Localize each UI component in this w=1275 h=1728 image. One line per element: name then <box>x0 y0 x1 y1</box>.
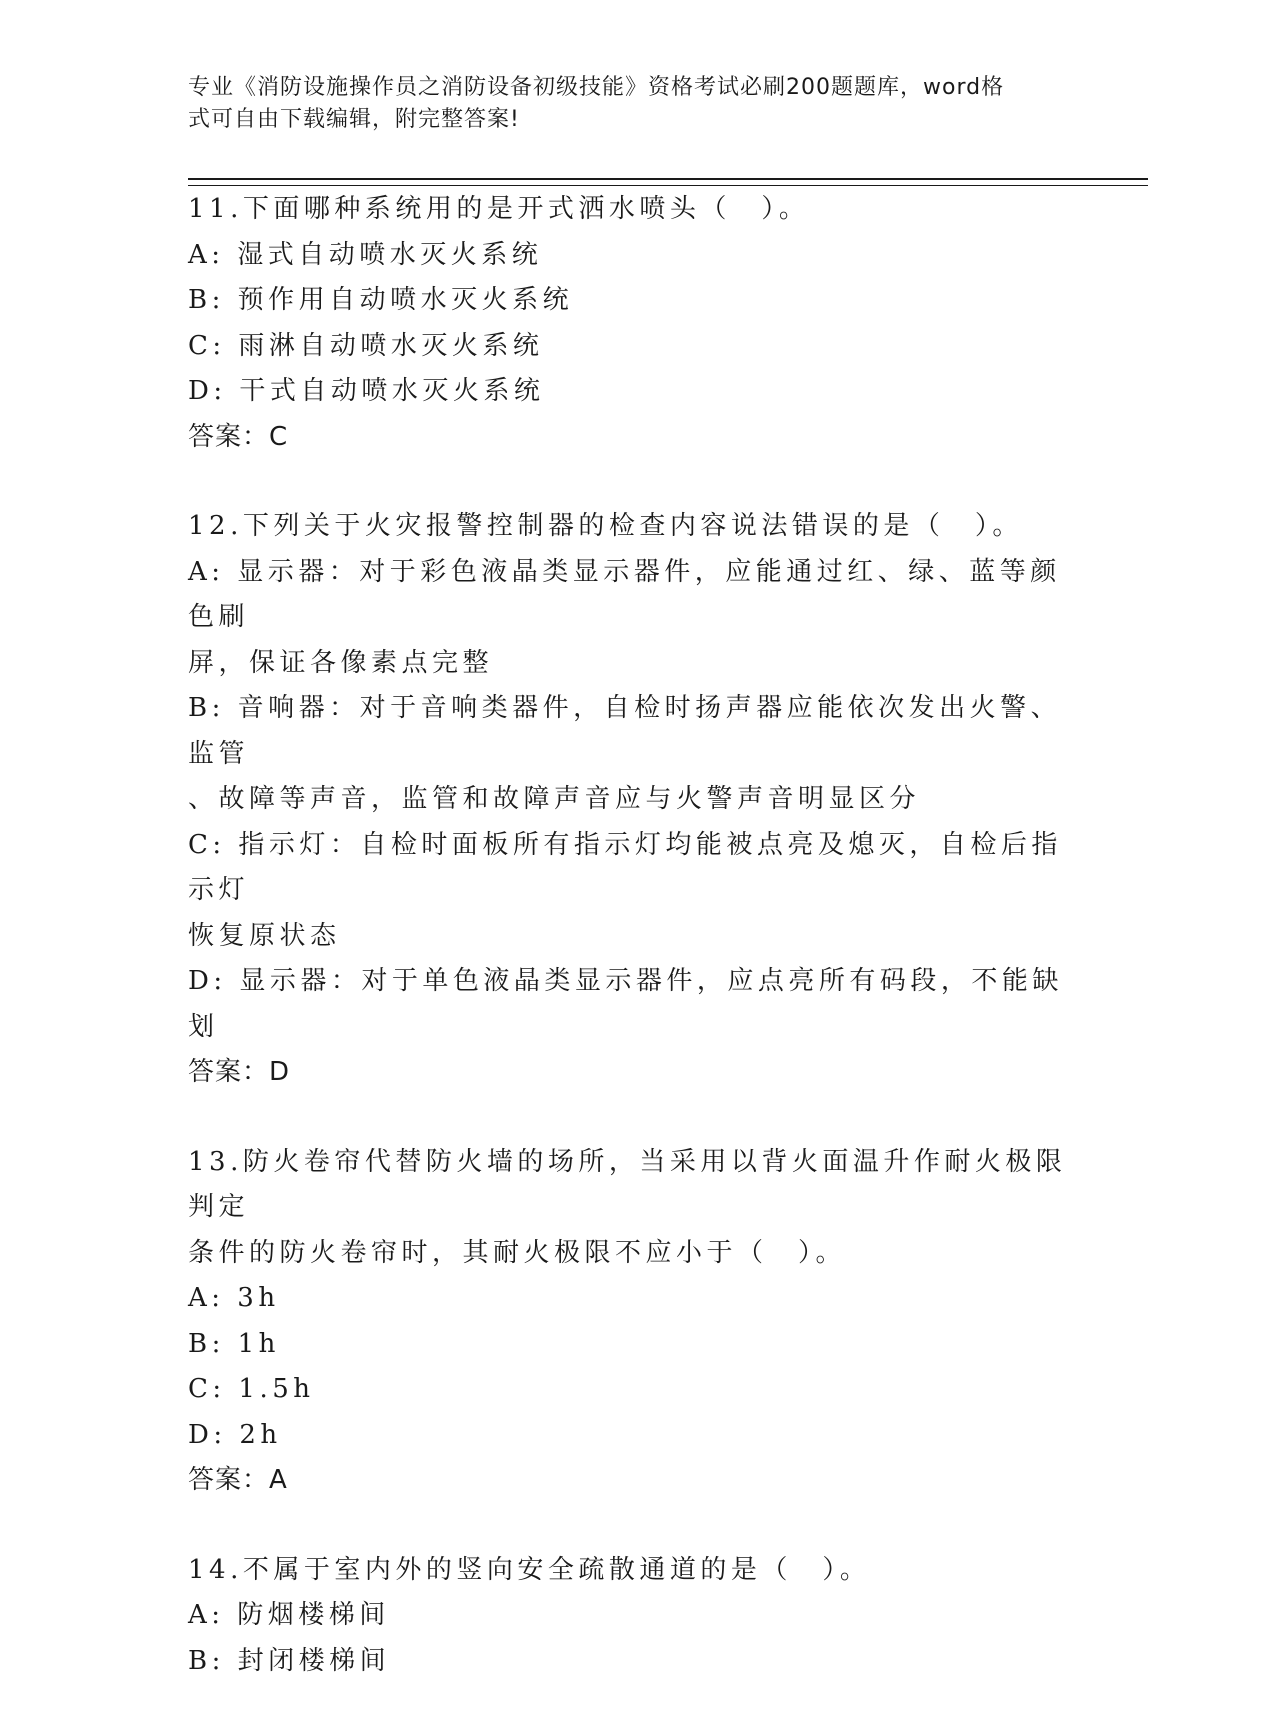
option-a-continued: 屏，保证各像素点完整 <box>188 647 494 678</box>
option-b: B: 预作用自动喷水灭火系统 <box>188 285 574 315</box>
question-14 <box>188 1548 1078 1685</box>
option-d: D: 2h <box>188 1419 282 1450</box>
question-list <box>188 187 1078 1728</box>
option-b: B: 音响器：对于音响类器件，自检时扬声器应能依次发出火警、监管 <box>188 693 1062 769</box>
question-stem: 12.下列关于火灾报警控制器的检查内容说法错误的是（ ）。 <box>188 511 1023 541</box>
header-divider <box>188 178 1148 186</box>
question-stem: 11.下面哪种系统用的是开式洒水喷头（ ）。 <box>188 194 810 224</box>
option-d: D: 干式自动喷水灭火系统 <box>188 376 545 406</box>
header-line-2: 式可自由下载编辑，附完整答案! <box>188 107 520 132</box>
answer-line: 答案：D <box>188 1057 291 1087</box>
option-a: A: 3h <box>188 1283 280 1313</box>
option-c: C: 雨淋自动喷水灭火系统 <box>188 330 544 361</box>
option-c-continued: 恢复原状态 <box>188 920 341 951</box>
question-13 <box>188 1140 1078 1504</box>
header-line-1: 专业《消防设施操作员之消防设备初级技能》资格考试必刷200题题库，word格 <box>188 75 1005 100</box>
option-d: D: 显示器：对于单色液晶类显示器件，应点亮所有码段，不能缺划 <box>188 966 1063 1042</box>
option-a: A: 湿式自动喷水灭火系统 <box>188 239 543 270</box>
option-b-continued: 、故障等声音，监管和故障声音应与火警声音明显区分 <box>188 784 921 814</box>
answer-line: 答案：A <box>188 1465 288 1495</box>
option-a: A: 防烟楼梯间 <box>188 1600 390 1630</box>
question-12 <box>188 504 1078 1096</box>
question-stem: 13.防火卷帘代替防火墙的场所，当采用以背火面温升作耐火极限判定 <box>188 1146 1067 1222</box>
option-c: C: 指示灯：自检时面板所有指示灯均能被点亮及熄灭，自检后指示灯 <box>188 829 1062 905</box>
answer-line: 答案：C <box>188 421 289 452</box>
option-b: B: 封闭楼梯间 <box>188 1645 391 1676</box>
document-header <box>188 72 1078 136</box>
option-c: C: 1.5h <box>188 1374 315 1404</box>
question-11 <box>188 187 1078 460</box>
question-stem: 14.不属于室内外的竖向安全疏散通道的是（ ）。 <box>188 1554 871 1585</box>
option-b: B: 1h <box>188 1328 280 1359</box>
option-a: A: 显示器：对于彩色液晶类显示器件，应能通过红、绿、蓝等颜色刷 <box>188 556 1061 632</box>
question-stem-continued: 条件的防火卷帘时，其耐火极限不应小于（ ）。 <box>188 1237 847 1268</box>
